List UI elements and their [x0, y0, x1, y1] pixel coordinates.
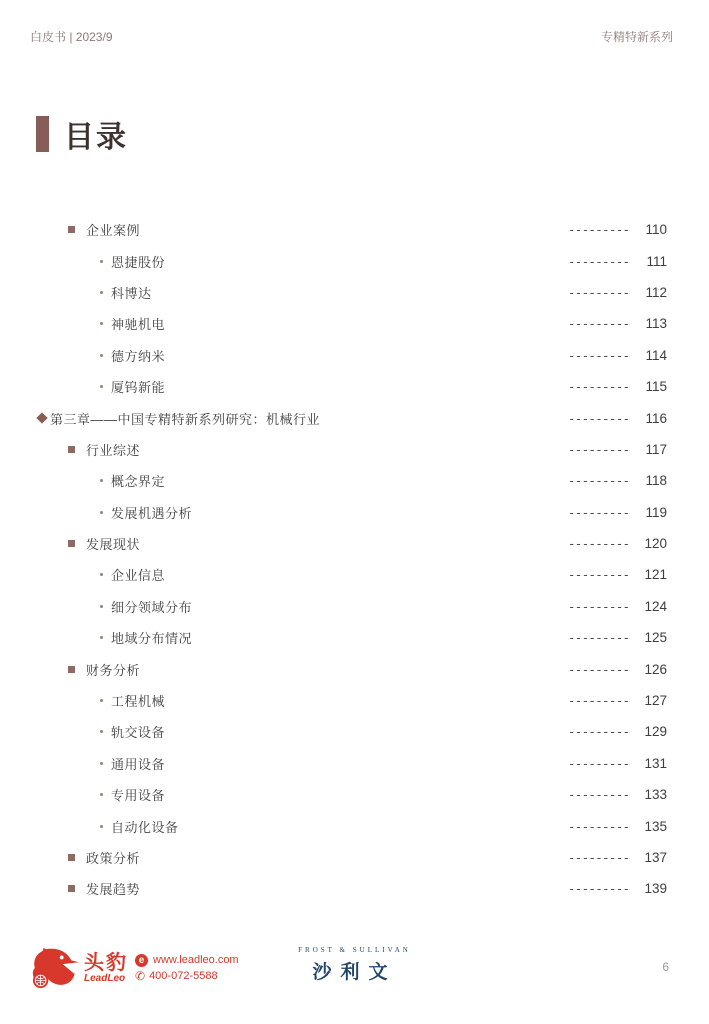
- toc-leader-dashes: ---------: [569, 347, 631, 363]
- toc-leader-dashes: ---------: [569, 881, 631, 897]
- title-block: [36, 112, 128, 156]
- toc-page-number: 119: [645, 504, 667, 520]
- footer-page-number: 6: [662, 960, 669, 974]
- toc-item-label: 行业综述: [86, 442, 141, 458]
- page-footer: [0, 942, 709, 1002]
- toc-leader-dashes: ---------: [569, 222, 631, 238]
- toc-leader-dashes: ---------: [569, 536, 631, 552]
- leadleo-name-cn: 头豹: [84, 951, 128, 974]
- toc-page-number: 131: [644, 755, 667, 771]
- toc-list: [38, 214, 667, 905]
- toc-item-label: 通用设备: [111, 756, 166, 772]
- toc-page-number: 116: [645, 410, 667, 426]
- toc-item-label: 政策分析: [86, 851, 141, 866]
- toc-leader-dashes: ---------: [569, 441, 631, 457]
- toc-item-label: 德方纳米: [111, 348, 166, 364]
- toc-page-number: 124: [644, 598, 667, 614]
- toc-page-number: 117: [645, 441, 667, 457]
- dot-bullet-icon: [100, 479, 103, 482]
- toc-leader-dashes: ---------: [569, 630, 631, 646]
- leadleo-brand-block: [30, 944, 239, 992]
- toc-page-number: 110: [645, 222, 667, 238]
- toc-leader-dashes: ---------: [569, 567, 631, 583]
- toc-page-number: 126: [644, 661, 667, 677]
- toc-leader-dashes: ---------: [569, 818, 631, 834]
- toc-leader-dashes: ---------: [569, 316, 631, 332]
- toc-item-label: 发展机遇分析: [111, 505, 193, 521]
- toc-leader-dashes: ---------: [569, 379, 631, 395]
- dot-bullet-icon: [100, 793, 103, 796]
- toc-leader-dashes: ---------: [569, 724, 631, 740]
- toc-item[interactable]: [38, 214, 667, 245]
- email-icon: e: [135, 954, 148, 967]
- toc-leader-dashes: ---------: [569, 693, 631, 709]
- toc-page-number: 111: [646, 253, 667, 269]
- toc-item-label: 发展现状: [86, 537, 141, 553]
- dot-bullet-icon: [100, 511, 103, 514]
- toc-leader-dashes: ---------: [569, 787, 631, 803]
- toc-item[interactable]: [38, 465, 667, 496]
- toc-page-number: 139: [644, 881, 667, 897]
- toc-leader-dashes: ---------: [569, 850, 631, 865]
- toc-item[interactable]: [38, 716, 667, 747]
- toc-item-label: 企业案例: [86, 223, 141, 239]
- toc-page-number: 114: [645, 347, 667, 363]
- toc-leader-dashes: ---------: [569, 284, 631, 300]
- toc-page-number: 113: [645, 316, 667, 332]
- toc-item-label: 科博达: [111, 285, 152, 301]
- title-accent-bar: [36, 116, 49, 152]
- toc-item[interactable]: [38, 340, 667, 371]
- dot-bullet-icon: [100, 291, 103, 294]
- dot-bullet-icon: [100, 354, 103, 357]
- toc-item[interactable]: [38, 497, 667, 528]
- toc-item-label: 企业信息: [111, 568, 166, 584]
- square-bullet-icon: [68, 540, 75, 547]
- frost-sullivan-name-en: FROST & SULLIVAN: [298, 946, 411, 954]
- toc-item[interactable]: [38, 622, 667, 653]
- leadleo-leopard-logo: [30, 944, 80, 992]
- toc-item-label: 概念界定: [111, 474, 166, 490]
- toc-leader-dashes: ---------: [569, 253, 631, 269]
- toc-item[interactable]: [38, 810, 667, 841]
- toc-item[interactable]: [38, 559, 667, 590]
- toc-item-label: 第三章——中国专精特新系列研究：机械行业: [50, 411, 321, 427]
- toc-page-number: 112: [645, 284, 667, 300]
- toc-page-number: 115: [645, 379, 667, 395]
- toc-item[interactable]: [38, 653, 667, 684]
- toc-page-number: 137: [644, 850, 667, 865]
- toc-item[interactable]: [38, 277, 667, 308]
- frost-sullivan-logo: [298, 946, 411, 984]
- phone-icon: ✆: [135, 969, 146, 983]
- dot-bullet-icon: [100, 605, 103, 608]
- toc-page-number: 120: [644, 536, 667, 552]
- header-right-label: 专精特新系列: [600, 30, 673, 44]
- toc-item-label: 恩捷股份: [111, 254, 166, 270]
- leadleo-wordmark: [84, 953, 128, 984]
- header-left-label: 白皮书 | 2023/9: [30, 30, 113, 44]
- toc-leader-dashes: ---------: [569, 473, 631, 489]
- toc-page-number: 133: [644, 787, 667, 803]
- square-bullet-icon: [68, 446, 75, 453]
- toc-item-label: 轨交设备: [111, 725, 166, 741]
- toc-item[interactable]: [38, 434, 667, 465]
- frost-sullivan-name-cn: 沙利文: [312, 962, 397, 983]
- toc-item[interactable]: [38, 748, 667, 779]
- toc-leader-dashes: ---------: [569, 661, 631, 677]
- toc-item[interactable]: [38, 371, 667, 402]
- square-bullet-icon: [68, 226, 75, 233]
- toc-item[interactable]: [38, 245, 667, 276]
- toc-item[interactable]: [38, 402, 667, 433]
- toc-item[interactable]: [38, 842, 667, 873]
- toc-page-number: 125: [644, 630, 667, 646]
- dot-bullet-icon: [100, 825, 103, 828]
- toc-leader-dashes: ---------: [569, 410, 631, 426]
- toc-item-label: 神驰机电: [111, 317, 166, 333]
- toc-item[interactable]: [38, 779, 667, 810]
- toc-page-number: 127: [644, 693, 667, 709]
- dot-bullet-icon: [100, 260, 103, 263]
- toc-leader-dashes: ---------: [569, 755, 631, 771]
- page-title: 目录: [64, 121, 128, 154]
- toc-page-number: 135: [644, 818, 667, 834]
- toc-page-number: 118: [645, 473, 667, 489]
- toc-leader-dashes: ---------: [569, 504, 631, 520]
- toc-item-label: 自动化设备: [111, 819, 179, 835]
- square-bullet-icon: [68, 854, 75, 861]
- square-bullet-icon: [68, 885, 75, 892]
- toc-page-number: 129: [644, 724, 667, 740]
- toc-item-label: 厦钨新能: [111, 380, 166, 396]
- leadleo-website-link[interactable]: www.leadleo.com: [153, 954, 239, 966]
- toc-item-label: 专用设备: [111, 788, 166, 804]
- leadleo-phone-number[interactable]: 400-072-5588: [149, 970, 218, 982]
- toc-item-label: 工程机械: [111, 694, 166, 710]
- dot-bullet-icon: [100, 385, 103, 388]
- toc-item[interactable]: [38, 873, 667, 904]
- dot-bullet-icon: [100, 573, 103, 576]
- toc-item-label: 财务分析: [86, 662, 141, 678]
- page-header: [30, 28, 673, 45]
- toc-item-label: 地域分布情况: [111, 631, 193, 647]
- toc-item[interactable]: [38, 308, 667, 339]
- diamond-bullet-icon: [36, 412, 47, 423]
- toc-item-label: 细分领域分布: [111, 599, 193, 615]
- toc-item[interactable]: [38, 528, 667, 559]
- dot-bullet-icon: [100, 636, 103, 639]
- dot-bullet-icon: [100, 730, 103, 733]
- dot-bullet-icon: [100, 699, 103, 702]
- dot-bullet-icon: [100, 322, 103, 325]
- square-bullet-icon: [68, 666, 75, 673]
- leadleo-name-en: LeadLeo: [84, 972, 126, 984]
- leadleo-contact-block: [135, 952, 239, 984]
- toc-page-number: 121: [644, 567, 667, 583]
- toc-leader-dashes: ---------: [569, 598, 631, 614]
- toc-item[interactable]: [38, 591, 667, 622]
- toc-item[interactable]: [38, 685, 667, 716]
- dot-bullet-icon: [100, 762, 103, 765]
- toc-item-label: 发展趋势: [86, 882, 141, 898]
